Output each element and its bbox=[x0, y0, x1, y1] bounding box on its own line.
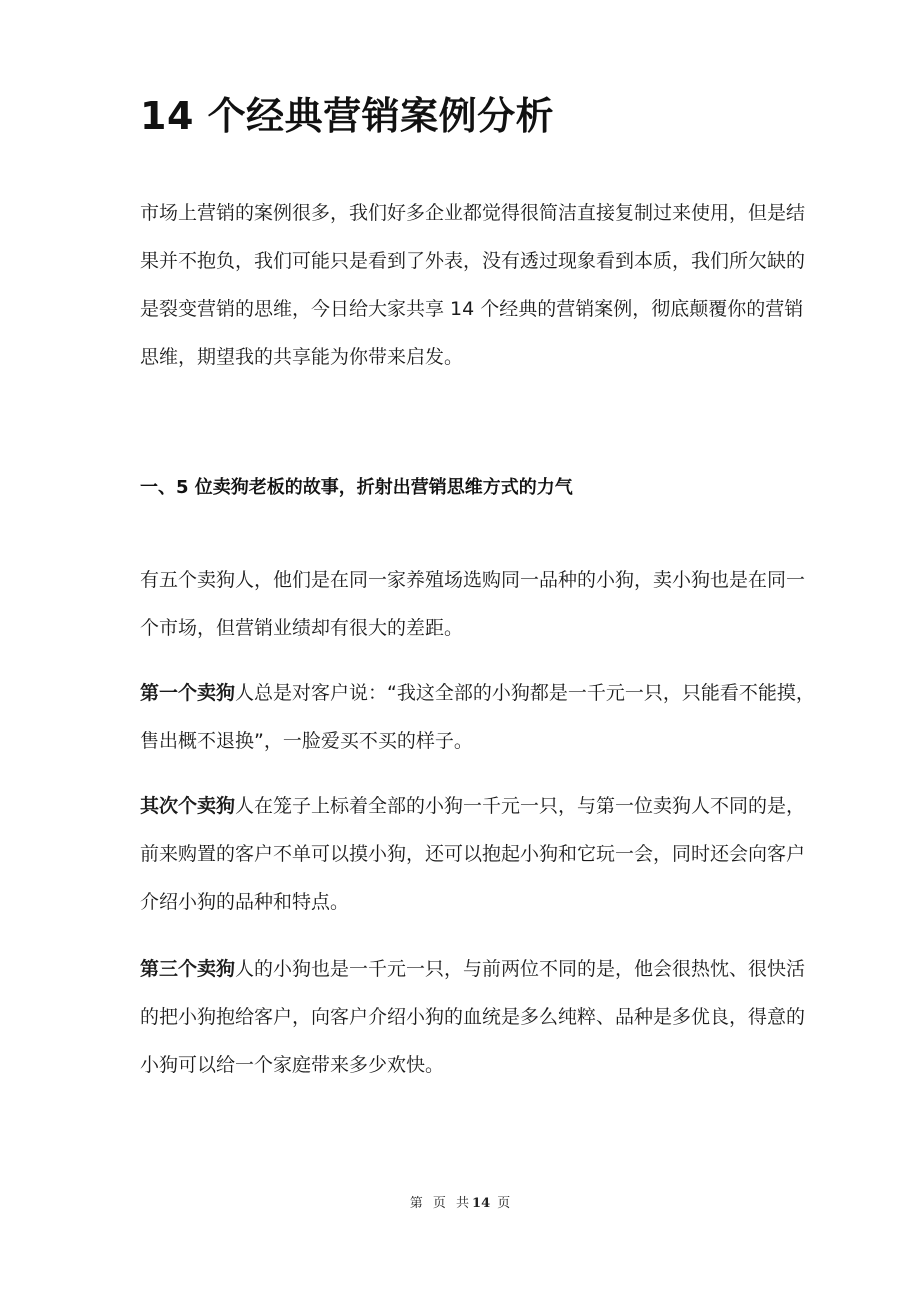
page-footer bbox=[0, 1194, 920, 1214]
intro-line: 思维，期望我的共享能为你带来启发。 bbox=[140, 346, 464, 368]
paragraph-third-seller bbox=[140, 945, 806, 1089]
bold-lead: 其次个卖狗 bbox=[140, 795, 236, 817]
paragraph-line: 前来购置的客户不单可以摸小狗，还可以抱起小狗和它玩一会，同时还会向客户 bbox=[140, 843, 806, 865]
footer-prefix: 第 bbox=[409, 1196, 423, 1211]
paragraph-text: 人在笼子上标着全部的小狗一千元一只，与第一位卖狗人不同的是， bbox=[235, 795, 806, 817]
paragraph-first-seller bbox=[140, 669, 815, 765]
paragraph-line: 个市场，但营销业绩却有很大的差距。 bbox=[140, 617, 464, 639]
paragraph-text: 人的小狗也是一千元一只，与前两位不同的是，他会很热忱、很快活 bbox=[235, 958, 806, 980]
intro-line: 果并不抱负，我们可能只是看到了外表，没有透过现象看到本质，我们所欠缺的 bbox=[140, 250, 806, 272]
footer-suffix: 页 bbox=[497, 1196, 511, 1211]
paragraph-line: 介绍小狗的品种和特点。 bbox=[140, 891, 350, 913]
paragraph-line: 的把小狗抱给客户，向客户介绍小狗的血统是多么纯粹、品种是多优良，得意的 bbox=[140, 1006, 806, 1028]
paragraph-five-sellers bbox=[140, 556, 806, 652]
paragraph-line bbox=[140, 669, 815, 717]
paragraph-second-seller bbox=[140, 782, 806, 926]
section-heading: 一、5 位卖狗老板的故事，折射出营销思维方式的力气 bbox=[140, 477, 573, 498]
footer-total-label: 共 bbox=[456, 1196, 470, 1211]
page-title: 14 个经典营销案例分析 bbox=[140, 94, 555, 138]
paragraph-line: 有五个卖狗人，他们是在同一家养殖场选购同一品种的小狗，卖小狗也是在同一 bbox=[140, 569, 806, 591]
paragraph-line bbox=[140, 782, 806, 830]
intro-line: 是裂变营销的思维，今日给大家共享 14 个经典的营销案例，彻底颠覆你的营销 bbox=[140, 298, 804, 320]
paragraph-line bbox=[140, 945, 806, 993]
intro-paragraph bbox=[140, 189, 806, 381]
paragraph-line: 小狗可以给一个家庭带来多少欢快。 bbox=[140, 1054, 445, 1076]
bold-lead: 第一个卖狗 bbox=[140, 682, 236, 704]
paragraph-text: 人总是对客户说：“我这全部的小狗都是一千元一只，只能看不能摸， bbox=[235, 682, 815, 704]
intro-line: 市场上营销的案例很多，我们好多企业都觉得很简洁直接复制过来使用，但是结 bbox=[140, 202, 806, 224]
footer-page-label: 页 bbox=[432, 1196, 446, 1211]
paragraph-line: 售出概不退换”，一脸爱买不买的样子。 bbox=[140, 730, 473, 752]
bold-lead: 第三个卖狗 bbox=[140, 958, 236, 980]
footer-total-pages: 14 bbox=[472, 1196, 491, 1211]
